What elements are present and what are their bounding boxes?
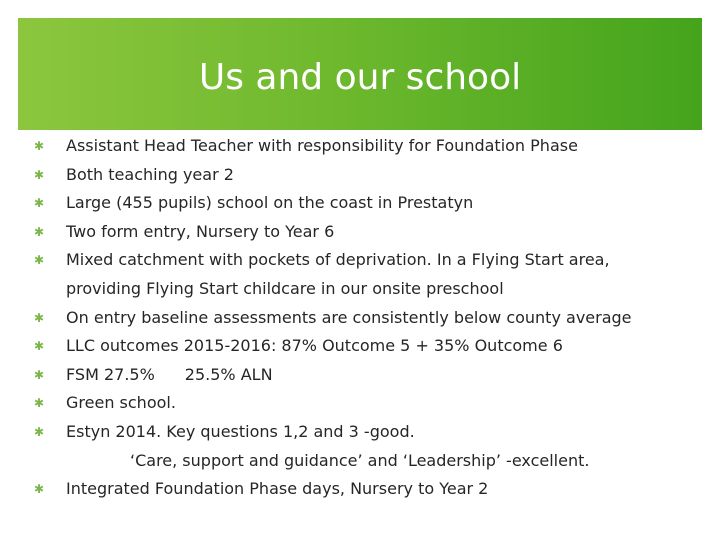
asterisk-bullet-icon: ✱: [34, 167, 45, 182]
bullet-text: Mixed catchment with pockets of deprivation. In a Flying Start area,: [66, 250, 610, 270]
list-item: [34, 475, 664, 504]
bullet-text-continuation: providing Flying Start childcare in our onsite preschool: [66, 278, 504, 298]
aln-text: 25.5% ALN: [184, 364, 273, 384]
slide-title: Us and our school: [198, 57, 522, 98]
asterisk-bullet-icon: ✱: [34, 310, 45, 325]
list-item: [34, 418, 664, 475]
bullet-text: Estyn 2014. Key questions 1,2 and 3 -good.: [66, 421, 415, 441]
asterisk-bullet-icon: ✱: [34, 424, 45, 439]
list-item: [34, 361, 664, 390]
bullet-text: LLC outcomes 2015-2016: 87% Outcome 5 + 35% Outcome 6: [66, 336, 563, 356]
title-banner: [18, 18, 702, 130]
list-item: [34, 161, 664, 190]
asterisk-bullet-icon: ✱: [34, 482, 45, 497]
list-item: [34, 189, 664, 218]
list-item: [34, 218, 664, 247]
asterisk-bullet-icon: ✱: [34, 139, 45, 153]
bullet-list: [34, 132, 664, 504]
bullet-text: On entry baseline assessments are consistently below county average: [66, 307, 632, 327]
bullet-text: Green school.: [66, 393, 176, 413]
bullet-text: Both teaching year 2: [66, 164, 234, 184]
list-item: [34, 389, 664, 418]
asterisk-bullet-icon: ✱: [34, 339, 45, 354]
list-item: [34, 246, 664, 303]
list-item: [34, 304, 664, 333]
asterisk-bullet-icon: ✱: [34, 396, 45, 411]
bullet-text-continuation: ‘Care, support and guidance’ and ‘Leadership’ -excellent.: [130, 450, 590, 470]
list-item: [34, 132, 664, 161]
bullet-text: Large (455 pupils) school on the coast in Prestatyn: [66, 193, 474, 213]
asterisk-bullet-icon: ✱: [34, 367, 45, 382]
asterisk-bullet-icon: ✱: [34, 224, 45, 239]
asterisk-bullet-icon: ✱: [34, 253, 45, 268]
bullet-text: Integrated Foundation Phase days, Nursery to Year 2: [66, 479, 489, 499]
fsm-text: FSM 27.5%: [66, 364, 155, 384]
bullet-text: Two form entry, Nursery to Year 6: [66, 221, 335, 241]
asterisk-bullet-icon: ✱: [34, 196, 45, 211]
list-item: [34, 332, 664, 361]
bullet-text: Assistant Head Teacher with responsibility for Foundation Phase: [66, 136, 578, 155]
